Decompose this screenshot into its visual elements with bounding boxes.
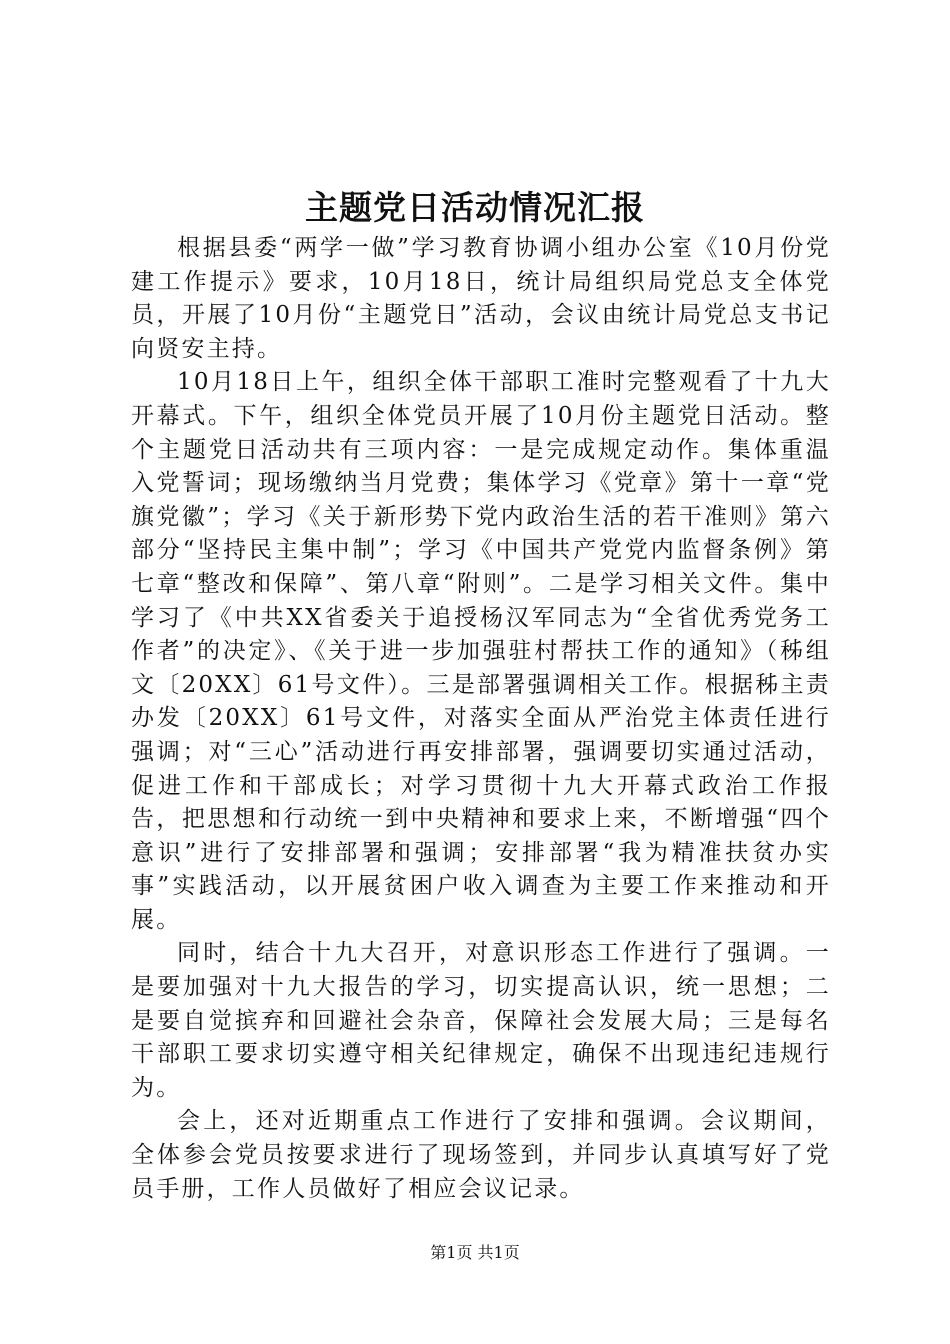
paragraph-2: 10月18日上午，组织全体干部职工准时完整观看了十九大开幕式。下午，组织全体党员开展了10月份主题党日活动。整个主题党日活动共有三项内容：一是完成规定动作。集体重温入党誓词；现场缴纳当月党费；集体学习《党章》第十一章“党旗党徽”；学习《关于新形势下党内政治生活的若干准则》第六部分“坚持民主集中制”；学习《中国共产党党内监督条例》第七章“整改和保障”、第八章“附则”。二是学习相关文件。集中学习了《中共XX省委关于追授杨汉军同志为“全省优秀党务工作者”的决定》、《关于进一步加强驻村帮扶工作的通知》（秭组文〔20XX〕61号文件）。三是部署强调相关工作。根据秭主责办发〔20XX〕61号文件，对落实全面从严治党主体责任进行强调；对“三心”活动进行再安排部署，强调要切实通过活动，促进工作和干部成长；对学习贯彻十九大开幕式政治工作报告，把思想和行动统一到中央精神和要求上来，不断增强“四个意识”进行了安排部署和强调；安排部署“我为精准扶贫办实事”实践活动，以开展贫困户收入调查为主要工作来推动和开展。	[131, 369, 831, 933]
document-body	[131, 232, 831, 1206]
page-footer: 第1页 共1页	[430, 1243, 520, 1262]
paragraph-4: 会上，还对近期重点工作进行了安排和强调。会议期间，全体参会党员按要求进行了现场签到，并同步认真填写好了党员手册，工作人员做好了相应会议记录。	[131, 1108, 831, 1202]
paragraph-1: 根据县委“两学一做”学习教育协调小组办公室《10月份党建工作提示》要求，10月18日，统计局组织局党总支全体党员，开展了10月份“主题党日”活动，会议由统计局党总支书记向贤安主持。	[131, 235, 831, 362]
paragraph-3: 同时，结合十九大召开，对意识形态工作进行了强调。一是要加强对十九大报告的学习，切实提高认识，统一思想；二是要自觉摈弃和回避社会杂音，保障社会发展大局；三是每名干部职工要求切实遵守相关纪律规定，确保不出现违纪违规行为。	[131, 940, 831, 1101]
document-title: 主题党日活动情况汇报	[305, 188, 645, 227]
